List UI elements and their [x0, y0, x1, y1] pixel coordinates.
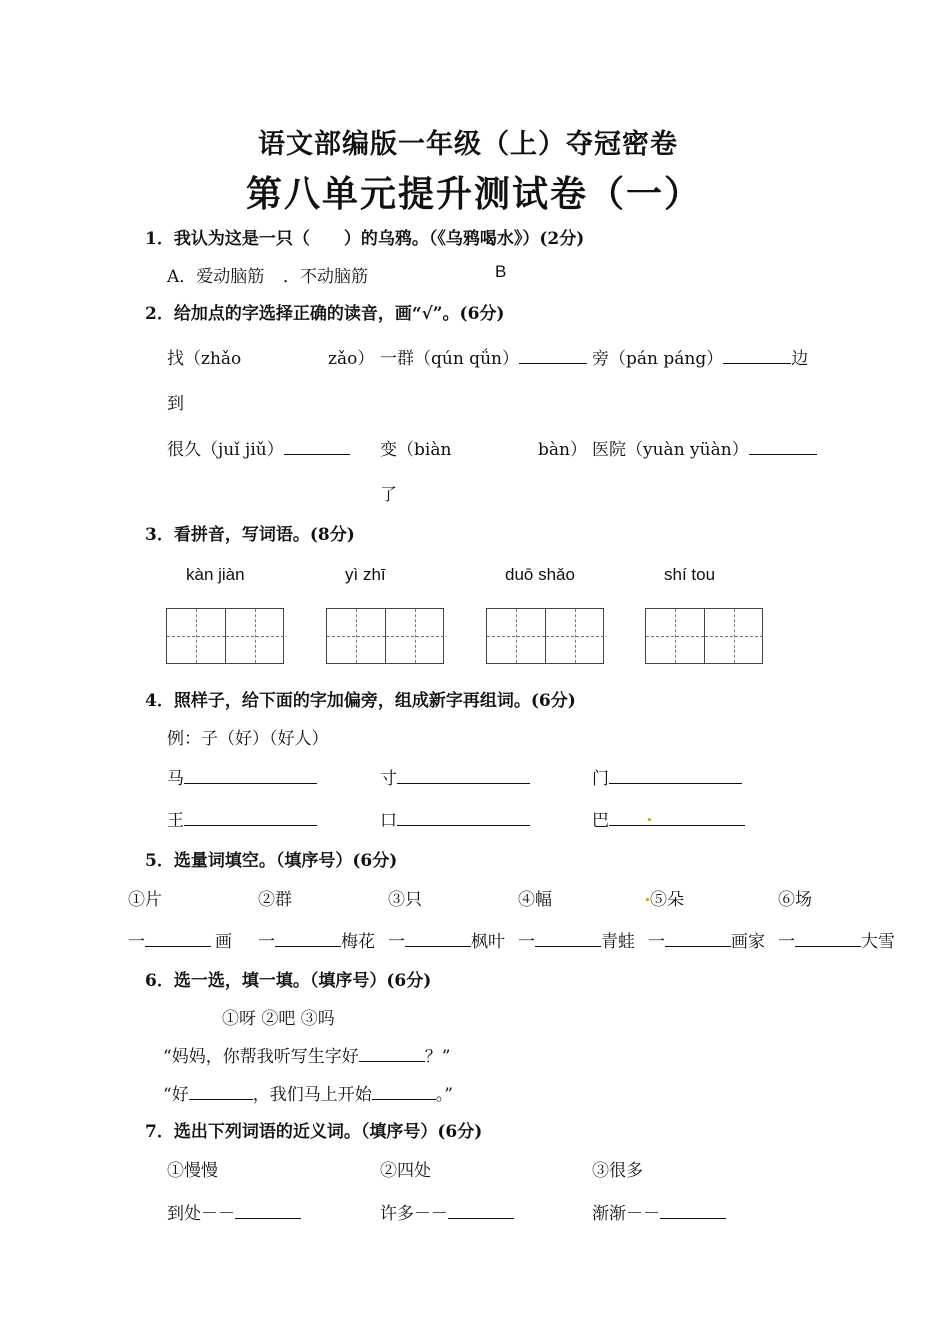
scan-mark	[648, 818, 651, 821]
answer-blank[interactable]	[609, 811, 745, 826]
synonym-option-3: ③很多	[592, 1161, 643, 1181]
pinyin-word-1: kàn jiàn	[186, 565, 245, 584]
answer-blank[interactable]	[660, 1204, 726, 1219]
pinyin-word-4: shí tou	[664, 565, 716, 584]
question-1-option-b-letter: B	[495, 262, 507, 281]
answer-blank[interactable]	[397, 769, 530, 784]
scan-mark	[646, 898, 649, 901]
answer-blank[interactable]	[609, 769, 742, 784]
question-2-item-zhao-alt: zǎo）	[328, 349, 375, 369]
answer-blank[interactable]	[535, 932, 601, 947]
synonym-option-1: ①慢慢	[167, 1161, 218, 1181]
measure-fill-6: 一 大雪	[778, 932, 895, 952]
question-3-title: 3．看拼音，写词语。(8分)	[145, 525, 355, 545]
pinyin-word-2: yì zhī	[345, 565, 386, 584]
measure-word-option-4: ④幅	[518, 890, 552, 910]
answer-blank[interactable]	[359, 1047, 425, 1062]
synonym-option-2: ②四处	[380, 1161, 431, 1181]
question-4-char-men: 门	[592, 764, 742, 789]
question-1-option-b: ．不动脑筋	[283, 267, 368, 287]
question-2-item-qun: 一群（qún qǘn）	[380, 344, 587, 369]
answer-blank[interactable]	[275, 932, 341, 947]
measure-word-option-5: ⑤朵	[650, 890, 684, 910]
answer-blank[interactable]	[189, 1085, 253, 1100]
question-2-item-le: 了	[380, 485, 397, 505]
question-2-item-zhao: 找（zhǎo	[167, 349, 242, 369]
question-2-item-dao: 到	[167, 394, 184, 414]
measure-word-option-2: ②群	[258, 890, 292, 910]
question-4-char-cun: 寸	[380, 764, 530, 789]
answer-blank[interactable]	[795, 932, 861, 947]
answer-blank[interactable]	[284, 440, 350, 455]
question-4-char-ma: 马	[167, 764, 317, 789]
answer-blank[interactable]	[397, 811, 530, 826]
writing-grid[interactable]	[166, 608, 284, 664]
measure-word-option-1: ①片	[128, 890, 162, 910]
question-6-options: ①呀 ②吧 ③吗	[222, 1009, 335, 1029]
measure-fill-4: 一 青蛙	[518, 932, 635, 952]
question-4-char-kou: 口	[380, 806, 530, 831]
question-6-sentence-2: “好 ，我们马上开始 。”	[163, 1085, 453, 1105]
answer-blank[interactable]	[749, 440, 817, 455]
answer-blank[interactable]	[184, 769, 317, 784]
exam-title: 第八单元提升测试卷（一）	[246, 173, 703, 215]
question-4-example: 例：子（好）（好人）	[167, 729, 329, 749]
question-4-title: 4．照样子，给下面的字加偏旁，组成新字再组词。(6分)	[145, 691, 576, 711]
question-2-title: 2．给加点的字选择正确的读音，画“√”。(6分)	[145, 304, 505, 324]
question-7-title: 7．选出下列词语的近义词。（填序号）(6分)	[145, 1122, 483, 1142]
writing-grid[interactable]	[486, 608, 604, 664]
answer-blank[interactable]	[665, 932, 731, 947]
synonym-item-3: 渐渐－－	[592, 1199, 726, 1224]
synonym-item-2: 许多－－	[380, 1199, 514, 1224]
answer-blank[interactable]	[405, 932, 471, 947]
question-4-char-wang: 王	[167, 806, 317, 831]
pinyin-word-3: duō shǎo	[505, 565, 575, 584]
writing-grid[interactable]	[645, 608, 763, 664]
answer-blank[interactable]	[519, 349, 587, 364]
measure-fill-1: 一 画	[128, 932, 232, 952]
exam-series-title: 语文部编版一年级（上）夺冠密卷	[258, 129, 678, 160]
question-2-item-bian-alt: bàn）	[538, 440, 587, 460]
measure-fill-2: 一 梅花	[258, 932, 375, 952]
measure-word-option-3: ③只	[388, 890, 422, 910]
answer-blank[interactable]	[145, 932, 211, 947]
synonym-item-1: 到处－－	[167, 1199, 301, 1224]
answer-blank[interactable]	[448, 1204, 514, 1219]
answer-blank[interactable]	[372, 1085, 436, 1100]
question-1-title: 1．我认为这是一只（ ）的乌鸦。（《乌鸦喝水》）(2分)	[145, 229, 585, 249]
question-5-title: 5．选量词填空。（填序号）(6分)	[145, 851, 398, 871]
measure-fill-3: 一 枫叶	[388, 932, 505, 952]
question-2-item-yuan: 医院（yuàn yüàn）	[592, 435, 817, 460]
measure-fill-5: 一 画家	[648, 932, 765, 952]
question-1-option-a: A．爱动脑筋	[167, 267, 265, 287]
answer-blank[interactable]	[235, 1204, 301, 1219]
question-6-title: 6．选一选，填一填。（填序号）(6分)	[145, 971, 432, 991]
question-2-item-pang: 旁（pán páng） 边	[592, 349, 809, 369]
answer-blank[interactable]	[184, 811, 317, 826]
writing-grid[interactable]	[326, 608, 444, 664]
question-4-char-ba: 巴	[592, 806, 745, 831]
answer-blank[interactable]	[723, 349, 791, 364]
question-2-item-jiu: 很久（juǐ jiǔ）	[167, 435, 350, 460]
question-2-item-bian: 变（biàn	[380, 440, 452, 460]
measure-word-option-6: ⑥场	[778, 890, 812, 910]
question-6-sentence-1: “妈妈，你帮我听写生字好 ？”	[163, 1047, 451, 1067]
